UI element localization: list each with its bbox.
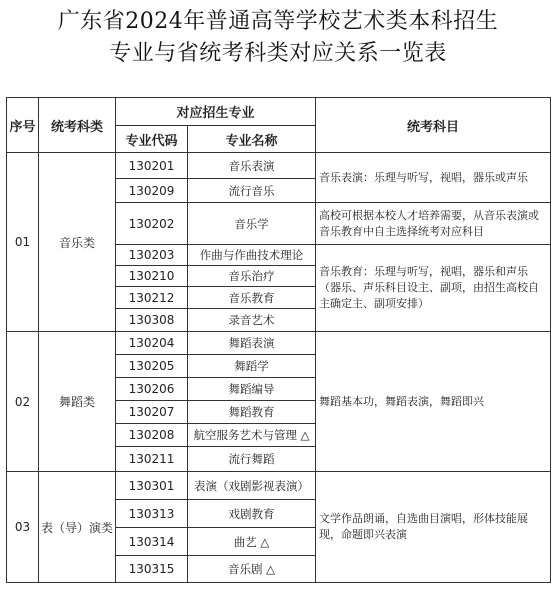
major-code: 130210 — [116, 266, 188, 287]
group-index: 02 — [7, 332, 39, 472]
major-name: 作曲与作曲技术理论 — [188, 245, 316, 266]
major-name: 流行音乐 — [188, 179, 316, 203]
major-code: 130205 — [116, 355, 188, 378]
major-name: 舞蹈表演 — [188, 332, 316, 355]
major-name: 舞蹈学 — [188, 355, 316, 378]
major-name: 音乐治疗 — [188, 266, 316, 287]
major-code: 130201 — [116, 153, 188, 179]
major-name: 戏剧教育 — [188, 500, 316, 528]
group-category: 音乐类 — [39, 153, 116, 332]
major-name: 流行舞蹈 — [188, 447, 316, 472]
header-subjects: 统考科目 — [316, 98, 551, 153]
page-title-line1: 广东省2024年普通高等学校艺术类本科招生 — [57, 9, 499, 34]
group-category: 表（导）演类 — [39, 472, 116, 583]
header-category: 统考科类 — [39, 98, 116, 153]
major-code: 130208 — [116, 424, 188, 447]
subjects-cell: 舞蹈基本功，舞蹈表演，舞蹈即兴 — [316, 332, 551, 472]
table-row — [7, 153, 551, 179]
major-name: 音乐剧 △ — [188, 556, 316, 583]
subjects-cell: 音乐表演：乐理与听写，视唱，器乐或声乐 — [316, 153, 551, 203]
major-code: 130212 — [116, 287, 188, 309]
major-code: 130207 — [116, 401, 188, 424]
header-name: 专业名称 — [188, 126, 316, 153]
major-code: 130202 — [116, 203, 188, 245]
group-index: 03 — [7, 472, 39, 583]
major-code: 130206 — [116, 378, 188, 401]
page-title-line2: 专业与省统考科类对应关系一览表 — [109, 41, 447, 66]
major-code: 130314 — [116, 528, 188, 556]
major-name: 舞蹈教育 — [188, 401, 316, 424]
major-code: 130313 — [116, 500, 188, 528]
subjects-cell: 高校可根据本校人才培养需要，从音乐表演或音乐教育中自主选择统考对应科目 — [316, 203, 551, 245]
subjects-cell: 音乐教育：乐理与听写，视唱，器乐和声乐（器乐、声乐科目设主、副项，由招生高校自主确定主、副项安排） — [316, 245, 551, 332]
correspondence-table — [6, 97, 551, 583]
major-name: 音乐表演 — [188, 153, 316, 179]
group-index: 01 — [7, 153, 39, 332]
major-code: 130209 — [116, 179, 188, 203]
group-category: 舞蹈类 — [39, 332, 116, 472]
major-name: 表演（戏剧影视表演） — [188, 472, 316, 500]
header-index: 序号 — [7, 98, 39, 153]
table-row — [7, 332, 551, 355]
major-name: 录音艺术 — [188, 309, 316, 332]
major-name: 航空服务艺术与管理 △ — [188, 424, 316, 447]
major-code: 130204 — [116, 332, 188, 355]
major-code: 130308 — [116, 309, 188, 332]
major-code: 130301 — [116, 472, 188, 500]
major-code: 130203 — [116, 245, 188, 266]
major-code: 130211 — [116, 447, 188, 472]
subjects-cell: 文学作品朗诵，自选曲目演唱，形体技能展现，命题即兴表演 — [316, 472, 551, 583]
major-name: 舞蹈编导 — [188, 378, 316, 401]
major-name: 音乐教育 — [188, 287, 316, 309]
major-name: 曲艺 △ — [188, 528, 316, 556]
major-code: 130315 — [116, 556, 188, 583]
header-majors-group: 对应招生专业 — [116, 98, 316, 126]
table-row — [7, 472, 551, 500]
header-code: 专业代码 — [116, 126, 188, 153]
major-name: 音乐学 — [188, 203, 316, 245]
